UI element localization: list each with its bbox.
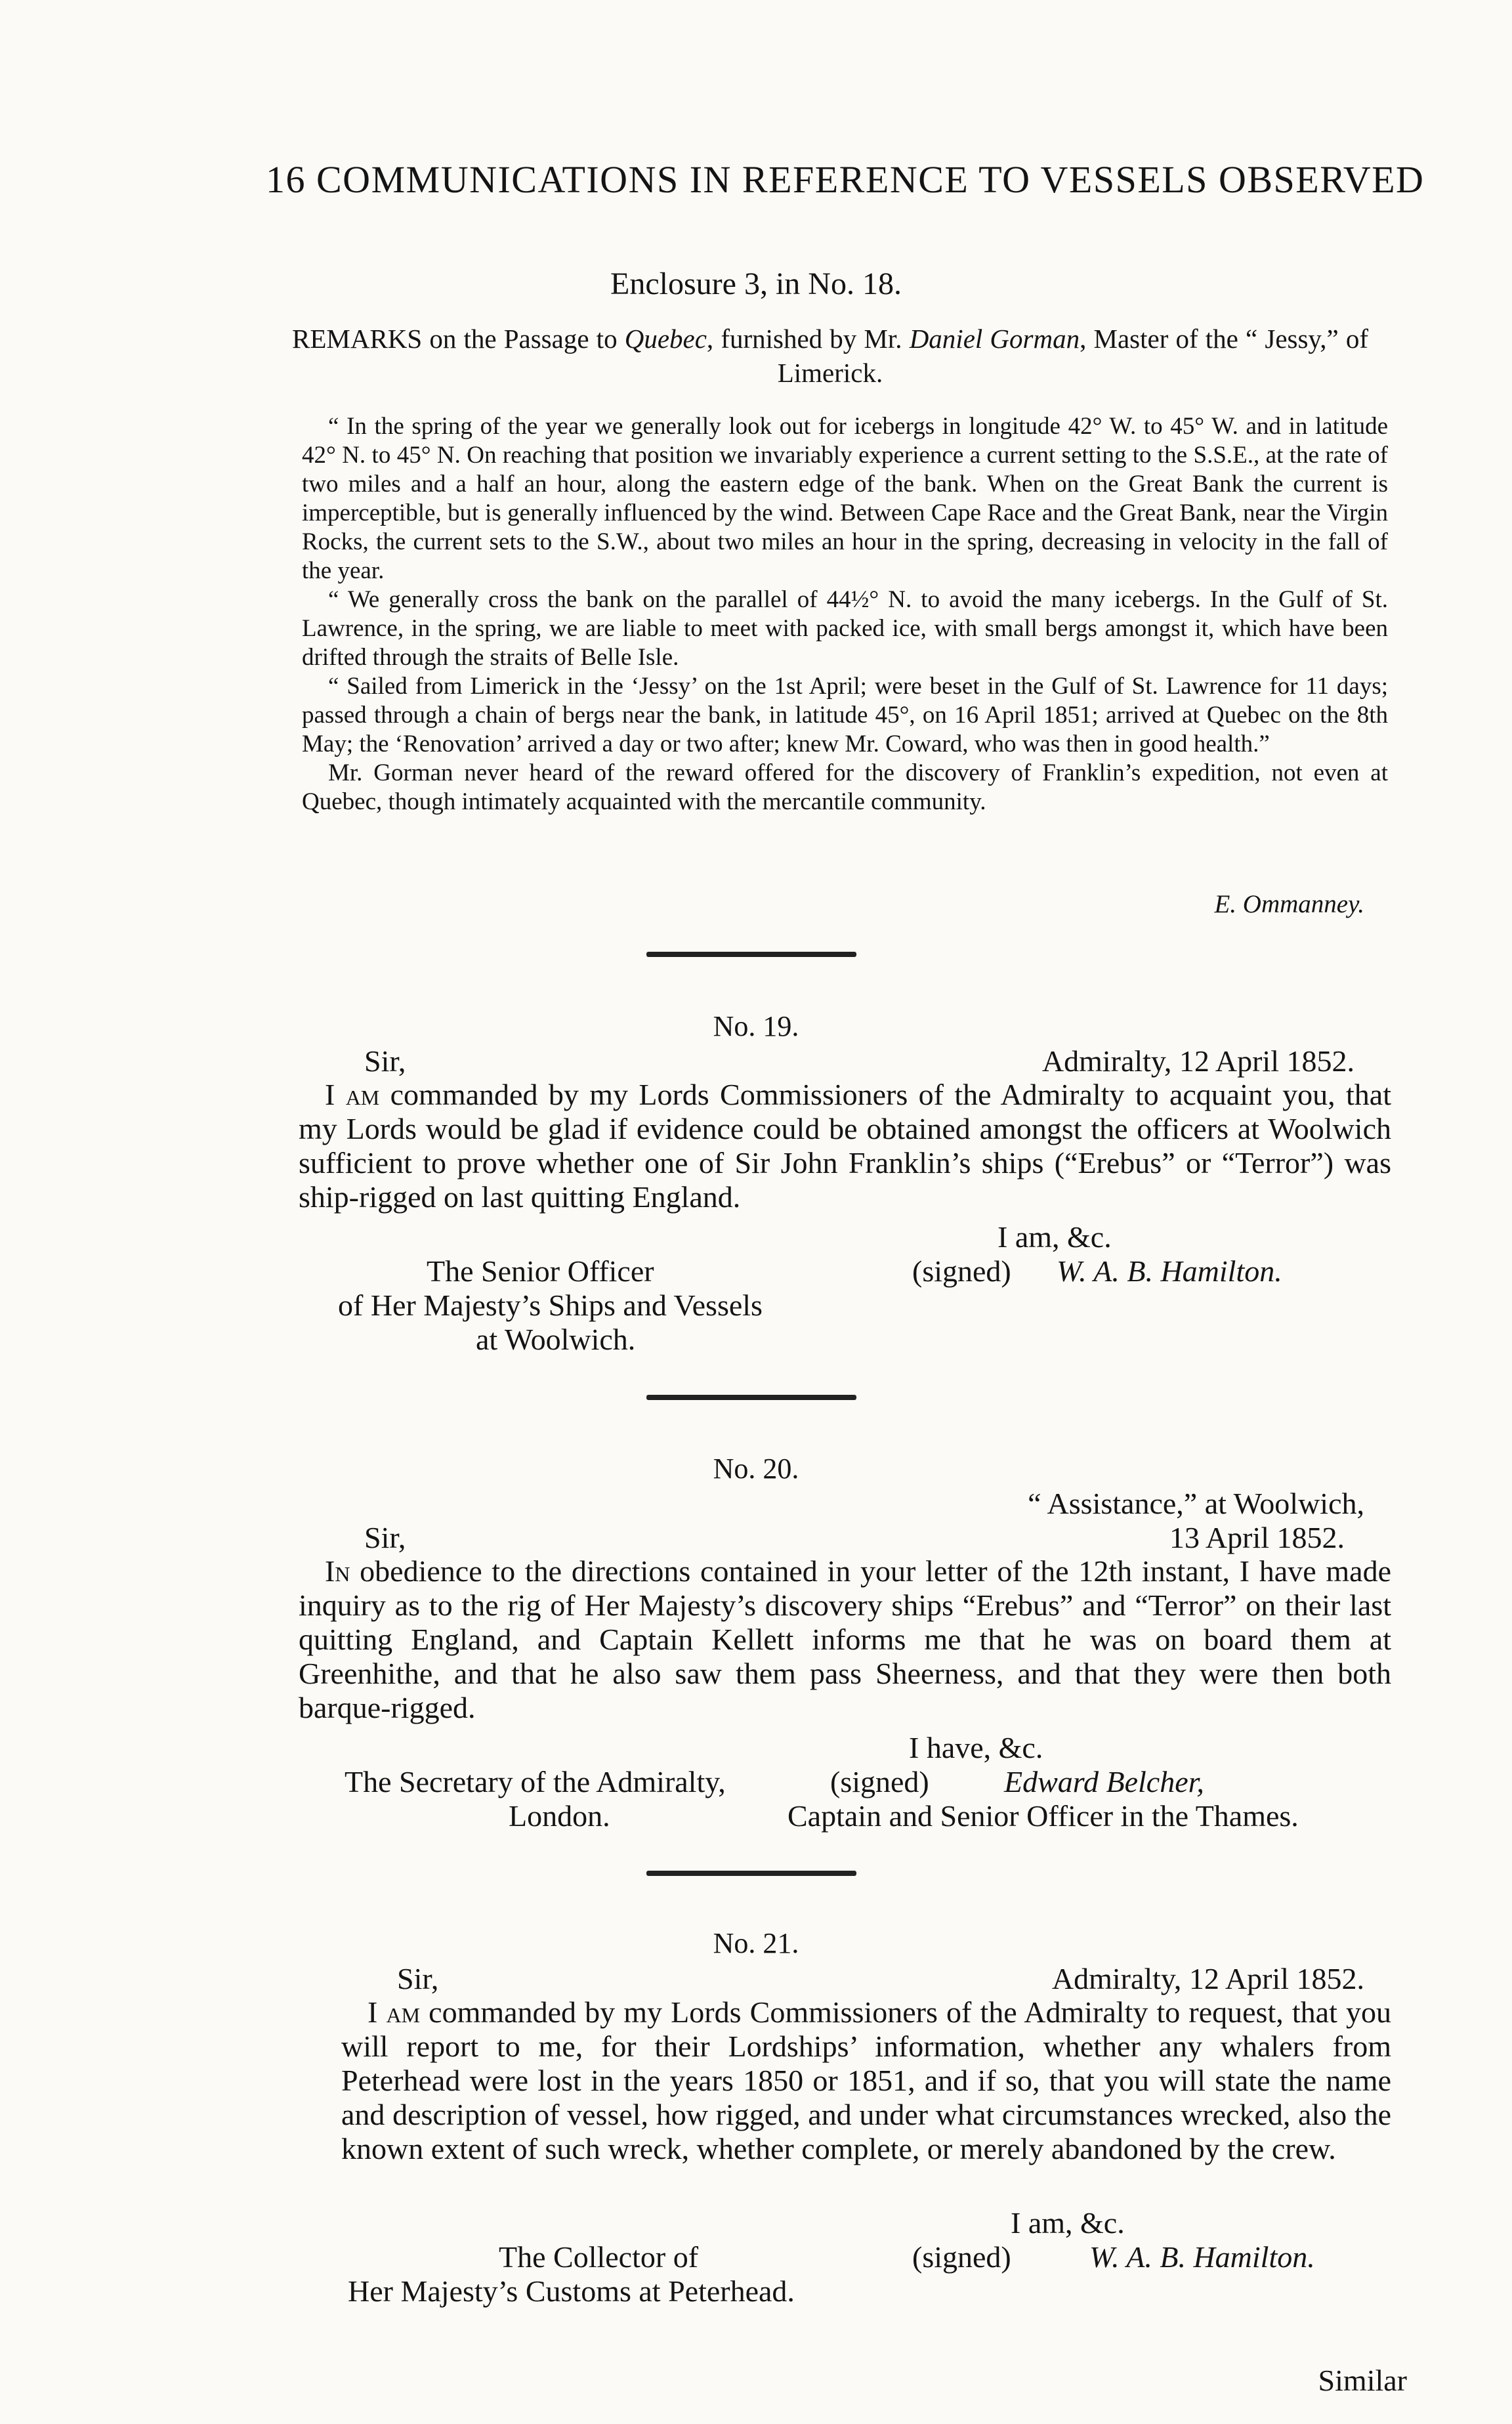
letter21-opening: I am [368, 1995, 421, 2029]
letter20-salutation: Sir, [364, 1521, 406, 1554]
letter21-dateline: Admiralty, 12 April 1852. [1051, 1962, 1364, 1995]
letter19-closing: I am, &c. [998, 1220, 1112, 1254]
divider-rule [646, 952, 856, 957]
remarks-suffix: , Master of the “ Jessy,” of Limerick. [777, 324, 1369, 388]
enclosure-paragraph-4: Mr. Gorman never heard of the reward offered for the discovery of Franklin’s expedition, not even at Quebec, though intimately acquainted with the mercantile community. [302, 759, 1388, 815]
remarks-prefix: REMARKS on the Passage to [292, 324, 625, 354]
letter21-salutation: Sir, [397, 1962, 439, 1995]
letter20-place-line: “ Assistance,” at Woolwich, [1028, 1487, 1364, 1520]
letter19-addressee-1: The Senior Officer [427, 1254, 654, 1288]
divider-rule [646, 1395, 856, 1400]
letter21-number: No. 21. [713, 1927, 799, 1959]
letter20-number: No. 20. [713, 1453, 799, 1485]
letter21-body [341, 1995, 1391, 2166]
letter20-signer-title: Captain and Senior Officer in the Thames. [788, 1799, 1299, 1833]
catchword: Similar [1318, 2364, 1407, 2397]
letter20-opening: In [325, 1554, 350, 1588]
remarks-mid: , furnished by Mr. [706, 324, 910, 354]
letter19-signer: W. A. B. Hamilton. [1057, 1254, 1282, 1288]
letter21-addressee-2: Her Majesty’s Customs at Peterhead. [348, 2274, 795, 2308]
letter19-body [299, 1078, 1391, 1214]
letter21-closing: I am, &c. [1011, 2206, 1125, 2240]
remarks-name: Daniel Gorman [909, 324, 1080, 354]
letter20-date-line: 13 April 1852. [1169, 1521, 1345, 1554]
letter19-opening: I am [325, 1078, 380, 1111]
letter19-signed: (signed) [912, 1254, 1011, 1288]
letter21-signer: W. A. B. Hamilton. [1089, 2240, 1315, 2274]
letter19-dateline: Admiralty, 12 April 1852. [1041, 1044, 1354, 1078]
enclosure-signature: E. Ommanney. [1214, 890, 1364, 918]
letter20-signer: Edward Belcher, [1004, 1765, 1204, 1798]
letter21-addressee-1: The Collector of [499, 2240, 699, 2274]
letter19-addressee-3: at Woolwich. [476, 1323, 636, 1356]
letter20-text: obedience to the directions contained in your letter of the 12th instant, I have made inquiry as to the rig of Her Majesty’s discovery ships “Erebus” and “Terror” on their last quitting England, and Captain Kellett informs me that he was on board them at Greenhithe, and that he also saw them pass Sheerness, and that they were then both barque-rigged. [299, 1554, 1391, 1724]
running-head: 16 COMMUNICATIONS IN REFERENCE TO VESSELS OBSERVED [266, 158, 1425, 201]
remarks-place: Quebec [624, 324, 707, 354]
letter21-signed: (signed) [912, 2240, 1011, 2274]
letter19-number: No. 19. [713, 1010, 799, 1042]
letter19-addressee-2: of Her Majesty’s Ships and Vessels [338, 1288, 763, 1322]
letter20-signed: (signed) [830, 1765, 929, 1798]
letter19-salutation: Sir, [364, 1044, 406, 1078]
letter20-addressee-1: The Secretary of the Admiralty, [345, 1765, 726, 1798]
letter20-closing: I have, &c. [909, 1731, 1043, 1764]
letter21-text: commanded by my Lords Commissioners of the Admiralty to request, that you will report to me, for their Lordships’ information, whether any whalers from Peterhead were lost in the years 1850 or 1851, and if so, that you will state the name and description of vessel, how rigged, and under what circumstances wrecked, also the known extent of such wreck, whether complete, or merely abandoned by the crew. [341, 1995, 1391, 2165]
enclosure-paragraph-1: “ In the spring of the year we generally look out for icebergs in longitude 42° W. to 45° W. and in latitude 42° N. to 45° N. On reaching that position we invariably experience a current setting to the S.S.E., at the rate of two miles and a half an hour, along the eastern edge of the bank. When on the Great Bank the current is imperceptible, but is generally influenced by the wind. Between Cape Race and the Great Bank, near the Virgin Rocks, the current sets to the S.W., about two miles an hour in the spring, decreasing in velocity in the fall of the year. [302, 413, 1388, 584]
enclosure-body [302, 412, 1388, 817]
remarks-title [292, 322, 1368, 390]
letter19-text: commanded by my Lords Commissioners of the Admiralty to acquaint you, that my Lords would be glad if evidence could be obtained amongst the officers at Woolwich sufficient to prove whether one of Sir John Franklin’s ships (“Erebus” or “Terror”) was ship-rigged on last quitting England. [299, 1078, 1391, 1214]
divider-rule [646, 1871, 856, 1876]
letter20-addressee-2: London. [509, 1799, 610, 1833]
enclosure-paragraph-3: “ Sailed from Limerick in the ‘Jessy’ on the 1st April; were beset in the Gulf of St. Lawrence for 11 days; passed through a chain of bergs near the bank, in latitude 45°, on 16 April 1851; arrived at Quebec on the 8th May; the ‘Renovation’ arrived a day or two after; knew Mr. Coward, who was then in good health.” [302, 673, 1388, 757]
enclosure-heading: Enclosure 3, in No. 18. [610, 266, 902, 301]
enclosure-paragraph-2: “ We generally cross the bank on the parallel of 44½° N. to avoid the many icebergs. In the Gulf of St. Lawrence, in the spring, we are liable to meet with packed ice, with small bergs amongst it, which have been drifted through the straits of Belle Isle. [302, 586, 1388, 671]
letter20-body [299, 1554, 1391, 1725]
